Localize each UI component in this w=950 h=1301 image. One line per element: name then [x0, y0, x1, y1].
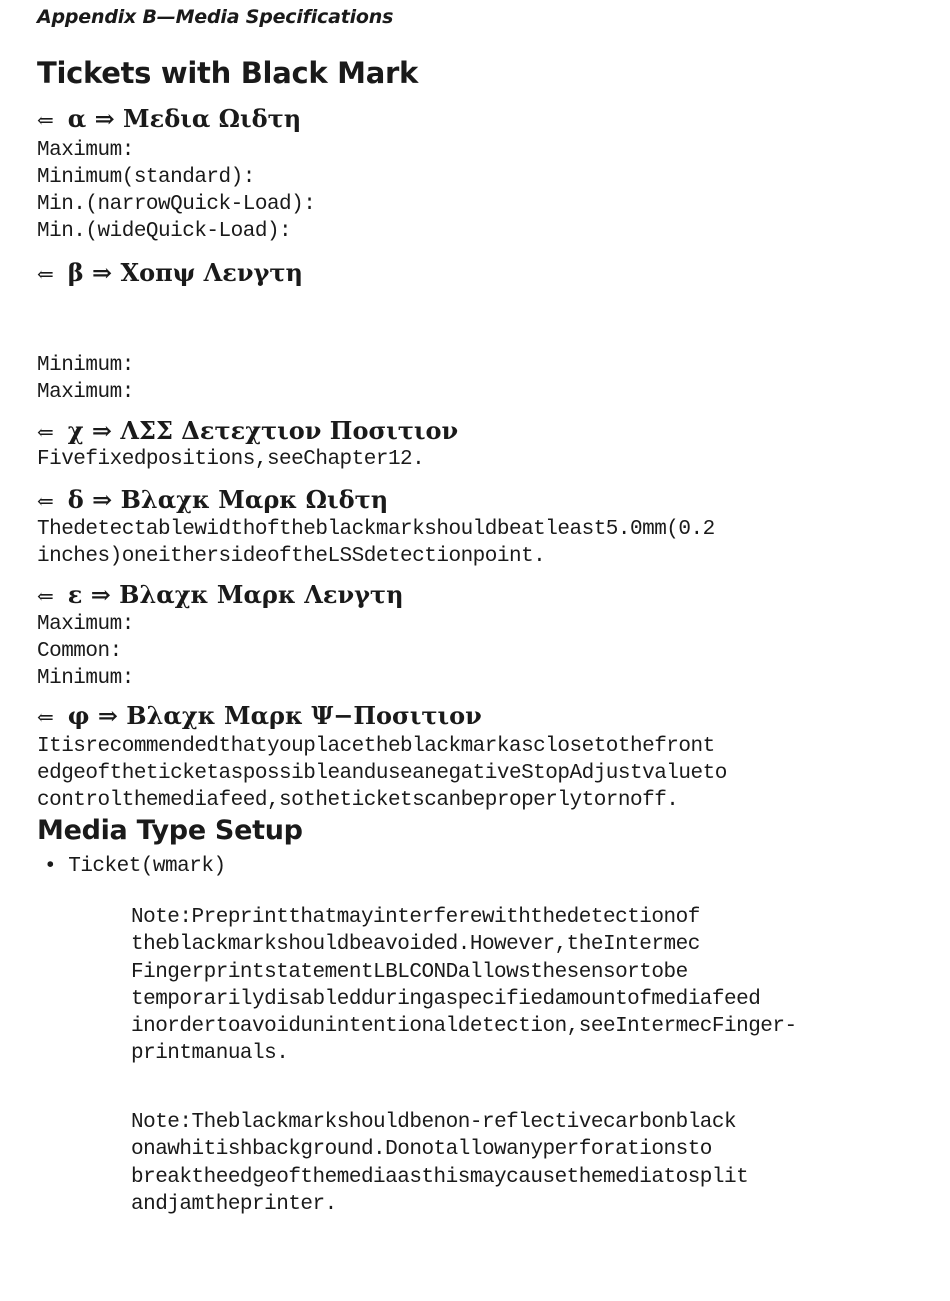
note-line: andjamtheprinter.: [131, 1192, 337, 1216]
note-text: Preprintthatmayinterferewiththedetectionof: [191, 906, 700, 929]
left-arrow-icon: ⇐: [37, 420, 54, 444]
note-text: Theblackmarkshouldbenon-reflectivecarbonblack: [191, 1111, 737, 1134]
spec-line: Min.(wideQuick-Load):: [37, 220, 292, 243]
spec-heading-media-width: [37, 104, 301, 133]
note-line: theblackmarkshouldbeavoided.However,theIntermec: [131, 933, 700, 957]
left-arrow-icon: ⇐: [37, 262, 54, 286]
spec-line: Maximum:: [37, 613, 134, 636]
spec-heading-text: δ ⇒ Βλαχκ Μαρκ Ωιδτη: [67, 485, 389, 514]
spec-line: Maximum:: [37, 139, 134, 162]
spec-lines-black-mark-length: [37, 611, 134, 692]
spec-line: inches)oneithersideoftheLSSdetectionpoint.: [37, 545, 546, 568]
note-line: printmanuals.: [131, 1042, 289, 1066]
bullet-icon: •: [44, 855, 57, 878]
spec-heading-text: φ ⇒ Βλαχκ Μαρκ Ψ−Ποσιτιον: [67, 701, 482, 730]
note-line: FingerprintstatementLBLCONDallowsthesensortobe: [131, 960, 688, 984]
left-arrow-icon: ⇐: [37, 489, 54, 513]
spec-line: Maximum:: [37, 381, 134, 404]
spec-lines-copy-length: [37, 352, 134, 406]
note-line: inordertoavoidunintentionaldetection,seeIntermecFinger-: [131, 1015, 797, 1039]
note-line: onawhitishbackground.Donotallowanyperforationsto: [131, 1138, 712, 1162]
spec-heading-black-mark-length: [37, 580, 404, 609]
spec-line: Min.(narrowQuick-Load):: [37, 193, 316, 216]
spec-heading-text: α ⇒ Μεδια Ωιδτη: [67, 104, 302, 133]
spec-heading-text: β ⇒ Χοπψ Λενγτη: [67, 258, 303, 287]
note-line: temporarilydisabledduringaspecifiedamountofmediafeed: [131, 987, 761, 1011]
note-line: [131, 904, 797, 931]
spec-line: controlthemediafeed,sotheticketscanbeproperlytornoff.: [37, 789, 679, 812]
spec-line: Minimum(standard):: [37, 166, 255, 189]
left-arrow-icon: ⇐: [37, 705, 54, 729]
spec-line: Minimum:: [37, 667, 134, 690]
media-type-list-item: [44, 853, 226, 880]
spec-lines-black-mark-width: [37, 516, 715, 570]
spec-line: Common:: [37, 640, 122, 663]
spec-lines-lss-detection: [37, 446, 424, 473]
note-block: [131, 1109, 748, 1218]
spec-lines-media-width: [37, 137, 315, 245]
spec-lines-black-mark-y-position: [37, 733, 727, 814]
note-block: [131, 904, 797, 1068]
left-arrow-icon: ⇐: [37, 108, 54, 132]
spec-heading-black-mark-y-position: [37, 701, 482, 730]
note-label: Note:: [131, 1111, 192, 1134]
note-line: [131, 1109, 748, 1136]
spec-line: edgeoftheticketaspossibleanduseanegativeStopAdjustvalueto: [37, 762, 727, 785]
spec-heading-black-mark-width: [37, 485, 388, 514]
note-label: Note:: [131, 906, 192, 929]
section-title: Tickets with Black Mark: [37, 56, 418, 90]
note-line: breaktheedgeofthemediaasthismaycausethemediatosplit: [131, 1165, 749, 1189]
spec-heading-text: ε ⇒ Βλαχκ Μαρκ Λενγτη: [67, 580, 404, 609]
spec-heading-text: χ ⇒ ΛΣΣ Δετεχτιον Ποσιτιον: [67, 416, 459, 445]
media-type-value: Ticket(wmark): [68, 855, 226, 878]
spec-line: Itisrecommendedthatyouplacetheblackmarkasclosetothefront: [37, 735, 715, 758]
spec-heading-copy-length: [37, 258, 303, 287]
running-head: Appendix B—Media Specifications: [37, 6, 394, 28]
spec-line: Thedetectablewidthoftheblackmarkshouldbeatleast5.0mm(0.2: [37, 518, 715, 541]
media-type-heading: Media Type Setup: [37, 815, 303, 846]
left-arrow-icon: ⇐: [37, 584, 54, 608]
spec-line: Minimum:: [37, 354, 134, 377]
spec-line: Fivefixedpositions,seeChapter12.: [37, 448, 425, 471]
spec-heading-lss-detection: [37, 416, 458, 445]
